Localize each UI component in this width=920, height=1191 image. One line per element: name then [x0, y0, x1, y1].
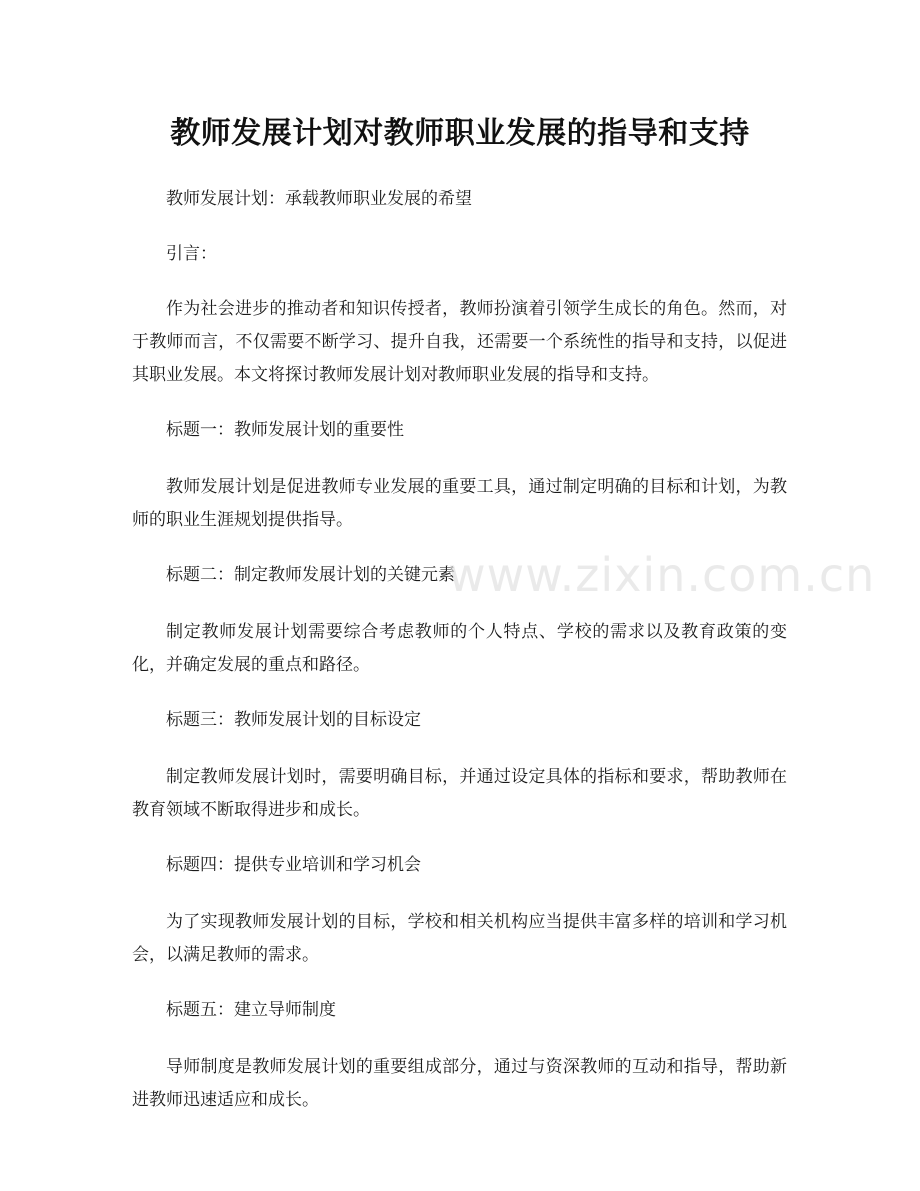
document-body: [132, 183, 787, 1139]
section-body-4: 为了实现教师发展计划的目标，学校和相关机构应当提供丰富多样的培训和学习机会，以满足教师的需求。: [132, 912, 787, 965]
section-heading-5: 标题五：建立导师制度: [166, 1000, 336, 1020]
section-heading-2: 标题二：制定教师发展计划的关键元素: [166, 565, 455, 585]
document-title: 教师发展计划对教师职业发展的指导和支持: [170, 116, 750, 151]
section-body-1: 教师发展计划是促进教师专业发展的重要工具，通过制定明确的目标和计划，为教师的职业生涯规划提供指导。: [132, 477, 787, 530]
section-body-3: 制定教师发展计划时，需要明确目标，并通过设定具体的指标和要求，帮助教师在教育领域不断取得进步和成长。: [132, 767, 787, 820]
paragraph-subtitle: 教师发展计划：承载教师职业发展的希望: [166, 189, 472, 209]
section-heading-3: 标题三：教师发展计划的目标设定: [166, 710, 421, 730]
paragraph-intro: 作为社会进步的推动者和知识传授者，教师扮演着引领学生成长的角色。然而，对于教师而言，不仅需要不断学习、提升自我，还需要一个系统性的指导和支持，以促进其职业发展。本文将探讨教师发展计划对教师职业发展的指导和支持。: [132, 299, 787, 385]
section-heading-4: 标题四：提供专业培训和学习机会: [166, 855, 421, 875]
section-body-2: 制定教师发展计划需要综合考虑教师的个人特点、学校的需求以及教育政策的变化，并确定发展的重点和路径。: [132, 622, 787, 675]
section-body-5: 导师制度是教师发展计划的重要组成部分，通过与资深教师的互动和指导，帮助新进教师迅速适应和成长。: [132, 1057, 787, 1110]
section-heading-1: 标题一：教师发展计划的重要性: [166, 420, 404, 440]
paragraph-intro-label: 引言：: [166, 244, 217, 264]
watermark: www.zixin.com.cn: [448, 548, 876, 602]
